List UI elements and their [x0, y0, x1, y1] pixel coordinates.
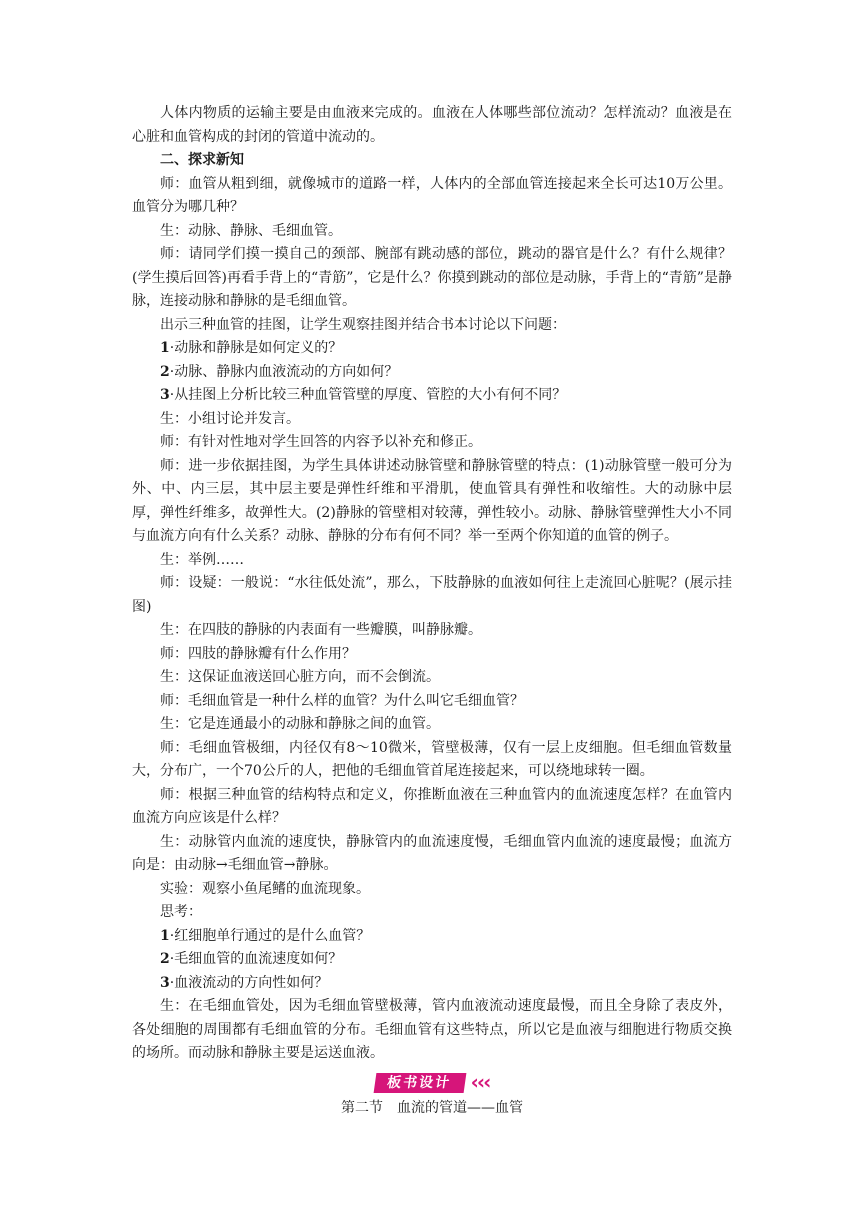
- paragraph: 师：进一步依据挂图，为学生具体讲述动脉管壁和静脉管壁的特点：(1)动脉管壁一般可分为外、中、内三层，其中层主要是弹性纤维和平滑肌，使血管具有弹性和收缩性。大的动脉中层厚，弹性纤维多，故弹性大。(2)静脉的管壁相对较薄，弹性较小。动脉、静脉管壁弹性大小不同与血流方向有什么关系？动脉、静脉的分布有何不同？举一至两个你知道的血管的例子。: [132, 457, 732, 544]
- paragraph: 生：在四肢的静脉的内表面有一些瓣膜，叫静脉瓣。: [160, 622, 482, 638]
- item-text: ·动脉、静脉内血液流动的方向如何？: [169, 363, 399, 380]
- paragraph: 出示三种血管的挂图，让学生观察挂图并结合书本讨论以下问题：: [160, 316, 566, 333]
- paragraph: 师：血管从粗到细，就像城市的道路一样，人体内的全部血管连接起来全长可达10万公里。血管分为哪几种？: [132, 175, 732, 215]
- paragraph: 实验：观察小鱼尾鳍的血流现象。: [160, 880, 370, 897]
- numbered-item: [132, 337, 732, 361]
- paragraph: 师：毛细血管是一种什么样的血管？为什么叫它毛细血管？: [160, 692, 524, 709]
- item-number: 1: [160, 340, 170, 356]
- chevron-left-icon: ‹‹‹: [470, 1069, 490, 1094]
- paragraph: 师：设疑：一般说：“水往低处流”，那么，下肢静脉的血液如何往上走流回心脏呢？(展示挂图): [132, 575, 732, 615]
- paragraph: 师：有针对性地对学生回答的内容予以补充和修正。: [160, 434, 482, 450]
- item-number: 1: [160, 927, 170, 944]
- body-text: [132, 102, 732, 1066]
- paragraph: 生：它是连通最小的动脉和静脉之间的血管。: [160, 716, 440, 732]
- paragraph: 思考：: [160, 904, 202, 920]
- item-number: 2: [160, 951, 170, 967]
- item-number: 3: [160, 387, 170, 403]
- item-text: ·血液流动的方向性如何？: [169, 974, 329, 991]
- paragraph: 师：根据三种血管的结构特点和定义，你推断血液在三种血管内的血流速度怎样？在血管内血流方向应该是什么样？: [132, 786, 732, 826]
- paragraph: 人体内物质的运输主要是由血液来完成的。血液在人体哪些部位流动？怎样流动？血液是在心脏和血管构成的封闭的管道中流动的。: [132, 105, 732, 145]
- paragraph: 生：举例……: [160, 551, 244, 568]
- section-heading: 二、探求新知: [160, 152, 244, 168]
- item-text: ·从挂图上分析比较三种血管管壁的厚度、管腔的大小有何不同？: [169, 387, 567, 403]
- paragraph: 师：请同学们摸一摸自己的颈部、腕部有跳动感的部位，跳动的器官是什么？有什么规律？(学生摸后回答)再看手背上的“青筋”，它是什么？你摸到跳动的部位是动脉，手背上的“青筋”是静脉，连接动脉和静脉的是毛细血管。: [132, 246, 732, 309]
- item-text: ·动脉和静脉是如何定义的？: [169, 340, 343, 356]
- numbered-item: [132, 948, 732, 972]
- paragraph: 师：四肢的静脉瓣有什么作用？: [160, 645, 356, 662]
- board-design-banner: [132, 1069, 732, 1094]
- section-caption: 第二节 血流的管道——血管: [341, 1099, 523, 1116]
- paragraph: 生：小组讨论并发言。: [160, 410, 300, 427]
- item-number: 3: [160, 974, 170, 991]
- item-text: ·红细胞单行通过的是什么血管？: [169, 927, 371, 944]
- numbered-item: [132, 925, 732, 949]
- paragraph: 师：毛细血管极细，内径仅有8～10微米，管壁极薄，仅有一层上皮细胞。但毛细血管数量大，分布广，一个70公斤的人，把他的毛细血管首尾连接起来，可以绕地球转一圈。: [132, 739, 732, 779]
- paragraph: 生：在毛细血管处，因为毛细血管壁极薄，管内血液流动速度最慢，而且全身除了表皮外，各处细胞的周围都有毛细血管的分布。毛细血管有这些特点，所以它是血液与细胞进行物质交换的场所。而动脉和静脉主要是运送血液。: [132, 998, 732, 1061]
- numbered-item: [132, 384, 732, 408]
- item-text: ·毛细血管的血流速度如何？: [169, 951, 343, 967]
- board-design-label: 板书设计: [373, 1073, 466, 1093]
- document-page: [132, 102, 732, 1120]
- paragraph: 生：动脉、静脉、毛细血管。: [160, 222, 342, 239]
- paragraph: 生：这保证血液送回心脏方向，而不会倒流。: [160, 669, 440, 685]
- numbered-item: [132, 972, 732, 996]
- paragraph: 生：动脉管内血流的速度快，静脉管内的血流速度慢，毛细血管内血流的速度最慢；血流方向是：由动脉→毛细血管→静脉。: [132, 833, 732, 873]
- numbered-item: [132, 361, 732, 385]
- item-number: 2: [160, 363, 170, 380]
